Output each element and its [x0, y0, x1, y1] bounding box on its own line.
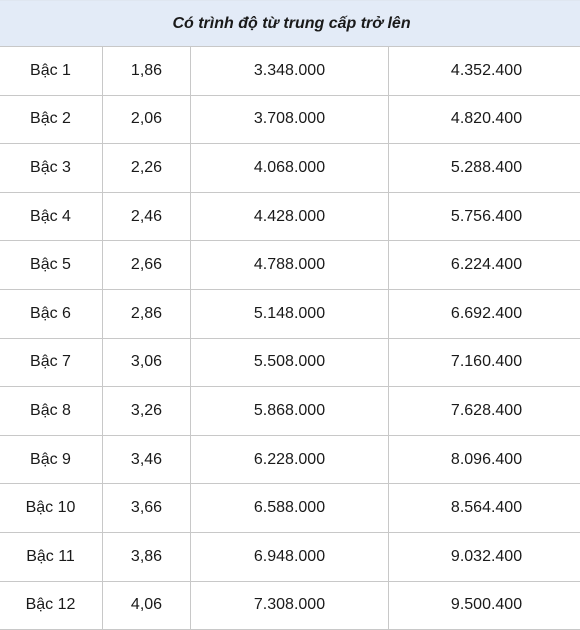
cell-level: Bậc 2 [0, 95, 103, 144]
cell-coefficient: 2,06 [103, 95, 191, 144]
cell-coefficient: 4,06 [103, 581, 191, 630]
cell-salary: 6.948.000 [191, 532, 389, 581]
cell-salary: 3.708.000 [191, 95, 389, 144]
cell-coefficient: 3,66 [103, 484, 191, 533]
table-row [0, 192, 580, 241]
table-row [0, 241, 580, 290]
table-row [0, 47, 580, 96]
cell-salary: 4.428.000 [191, 192, 389, 241]
cell-total: 7.628.400 [389, 387, 580, 436]
cell-total: 8.564.400 [389, 484, 580, 533]
cell-level: Bậc 10 [0, 484, 103, 533]
cell-level: Bậc 9 [0, 435, 103, 484]
cell-total: 6.692.400 [389, 289, 580, 338]
table-row [0, 581, 580, 630]
cell-total: 6.224.400 [389, 241, 580, 290]
cell-coefficient: 3,06 [103, 338, 191, 387]
table-row [0, 435, 580, 484]
cell-salary: 6.228.000 [191, 435, 389, 484]
cell-level: Bậc 5 [0, 241, 103, 290]
table-row [0, 484, 580, 533]
cell-total: 9.032.400 [389, 532, 580, 581]
table-row [0, 532, 580, 581]
cell-coefficient: 2,86 [103, 289, 191, 338]
table-row [0, 338, 580, 387]
cell-salary: 4.068.000 [191, 144, 389, 193]
cell-salary: 7.308.000 [191, 581, 389, 630]
cell-total: 5.756.400 [389, 192, 580, 241]
cell-coefficient: 3,26 [103, 387, 191, 436]
cell-level: Bậc 4 [0, 192, 103, 241]
cell-salary: 5.508.000 [191, 338, 389, 387]
cell-total: 4.352.400 [389, 47, 580, 96]
cell-coefficient: 3,86 [103, 532, 191, 581]
cell-total: 5.288.400 [389, 144, 580, 193]
cell-coefficient: 2,46 [103, 192, 191, 241]
cell-level: Bậc 11 [0, 532, 103, 581]
cell-level: Bậc 8 [0, 387, 103, 436]
cell-level: Bậc 7 [0, 338, 103, 387]
cell-total: 4.820.400 [389, 95, 580, 144]
table-row [0, 289, 580, 338]
cell-salary: 5.868.000 [191, 387, 389, 436]
table-header-row [0, 1, 580, 47]
cell-level: Bậc 1 [0, 47, 103, 96]
cell-coefficient: 2,66 [103, 241, 191, 290]
cell-total: 8.096.400 [389, 435, 580, 484]
cell-coefficient: 3,46 [103, 435, 191, 484]
table-row [0, 387, 580, 436]
table-row [0, 95, 580, 144]
table-body [0, 47, 580, 630]
cell-level: Bậc 6 [0, 289, 103, 338]
cell-salary: 5.148.000 [191, 289, 389, 338]
cell-coefficient: 2,26 [103, 144, 191, 193]
cell-salary: 4.788.000 [191, 241, 389, 290]
cell-coefficient: 1,86 [103, 47, 191, 96]
cell-total: 9.500.400 [389, 581, 580, 630]
cell-salary: 3.348.000 [191, 47, 389, 96]
cell-level: Bậc 12 [0, 581, 103, 630]
cell-level: Bậc 3 [0, 144, 103, 193]
table-header-title: Có trình độ từ trung cấp trở lên [0, 1, 580, 47]
table-row [0, 144, 580, 193]
cell-total: 7.160.400 [389, 338, 580, 387]
cell-salary: 6.588.000 [191, 484, 389, 533]
